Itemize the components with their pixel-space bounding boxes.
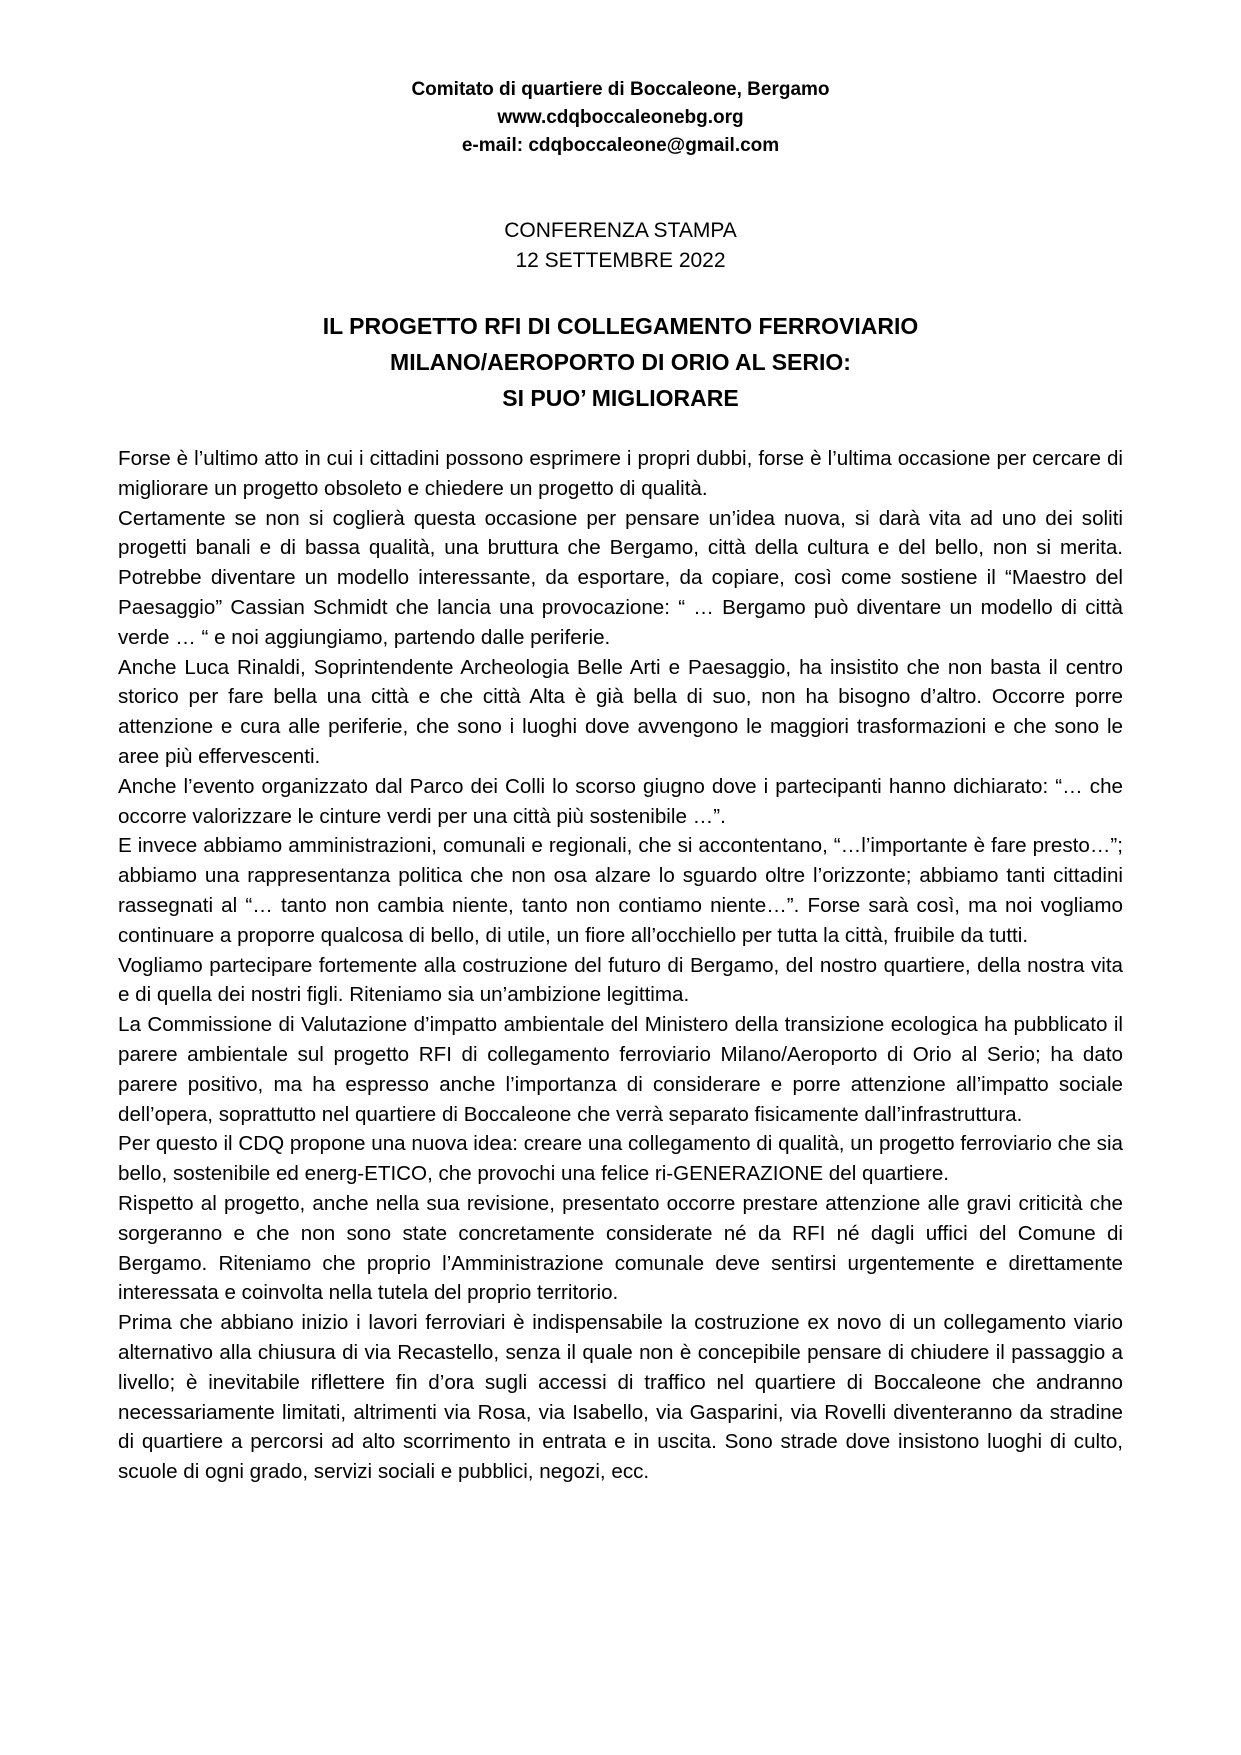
body-paragraph: Anche l’evento organizzato dal Parco dei Colli lo scorso giugno dove i partecipanti hanno dichiarato: “… che occorre valorizzare le cinture verdi per una città più sostenibile …”.	[118, 774, 1123, 828]
title-line-3: SI PUO’ MIGLIORARE	[502, 385, 739, 411]
body-paragraph: La Commissione di Valutazione d’impatto ambientale del Ministero della transizione ecologica ha pubblicato il parere ambientale sul progetto RFI di collegamento ferroviario Milano/Aeroporto di Orio al Serio; ha dato parere positivo, ma ha espresso anche l’importanza di considerare e porre attenzione all’impatto sociale dell’opera, soprattutto nel quartiere di Boccaleone che verrà separato fisicamente dall’infrastruttura.	[118, 1013, 1123, 1126]
document-title	[0, 308, 1241, 416]
body-paragraph: Vogliamo partecipare fortemente alla costruzione del futuro di Bergamo, del nostro quartiere, della nostra vita e di quella dei nostri figli. Riteniamo sia un’ambizione legittima.	[118, 953, 1123, 1007]
committee-name: Comitato di quartiere di Boccaleone, Bergamo	[411, 79, 830, 100]
body-paragraph: Anche Luca Rinaldi, Soprintendente Archeologia Belle Arti e Paesaggio, ha insistito che non basta il centro storico per fare bella una città e che città Alta è già bella di suo, non ha bisogno d’altro. Occorre porre attenzione e cura alle periferie, che sono i luoghi dove avvengono le maggiori trasformazioni e che sono le aree più effervescenti.	[118, 655, 1123, 768]
document-body	[118, 444, 1123, 1487]
committee-website: www.cdqboccaleonebg.org	[497, 107, 744, 128]
body-paragraph: Forse è l’ultimo atto in cui i cittadini possono esprimere i propri dubbi, forse è l’ultima occasione per cercare di migliorare un progetto obsoleto e chiedere un progetto di qualità.	[118, 447, 1123, 500]
body-paragraph: E invece abbiamo amministrazioni, comunali e regionali, che si accontentano, “…l’importante è fare presto…”; abbiamo una rappresentanza politica che non osa alzare lo sguardo oltre l’orizzonte; abbiamo tanti cittadini rassegnati al “… tanto non cambia niente, tanto non contiamo niente…”. Forse sarà così, ma noi vogliamo continuare a proporre qualcosa di bello, di utile, un fiore all’occhiello per tutta la città, fruibile da tutti.	[118, 834, 1123, 947]
title-line-1: IL PROGETTO RFI DI COLLEGAMENTO FERROVIARIO	[322, 313, 919, 339]
press-conference-date: 12 SETTEMBRE 2022	[515, 249, 726, 272]
body-paragraph: Certamente se non si coglierà questa occasione per pensare un’idea nuova, si darà vita ad uno dei soliti progetti banali e di bassa qualità, una bruttura che Bergamo, città della cultura e del bello, non si merita. Potrebbe diventare un modello interessante, da esportare, da copiare, così come sostiene il “Maestro del Paesaggio” Cassian Schmidt che lancia una provocazione: “ … Bergamo può diventare un modello di città verde … “ e noi aggiungiamo, partendo dalle periferie.	[118, 506, 1123, 649]
committee-header	[0, 76, 1241, 160]
body-paragraph: Per questo il CDQ propone una nuova idea: creare una collegamento di qualità, un progetto ferroviario che sia bello, sostenibile ed energ-ETICO, che provochi una felice ri-GENERAZIONE del quartiere.	[118, 1132, 1123, 1186]
title-line-2: MILANO/AEROPORTO DI ORIO AL SERIO:	[390, 349, 851, 375]
press-conference-label: CONFERENZA STAMPA	[504, 219, 737, 242]
body-paragraph: Prima che abbiano inizio i lavori ferroviari è indispensabile la costruzione ex novo di un collegamento viario alternativo alla chiusura di via Recastello, senza il quale non è concepibile pensare di chiudere il passaggio a livello; è inevitabile riflettere fin d’ora sugli accessi di traffico nel quartiere di Boccaleone che andranno necessariamente limitati, altrimenti via Rosa, via Isabello, via Gasparini, via Rovelli diventeranno da stradine di quartiere a percorsi ad alto scorrimento in entrata e in uscita. Sono strade dove insistono luoghi di culto, scuole di ogni grado, servizi sociali e pubblici, negozi, ecc.	[118, 1311, 1123, 1484]
press-conference-block	[0, 216, 1241, 276]
committee-email: e-mail: cdqboccaleone@gmail.com	[461, 135, 780, 156]
body-paragraph: Rispetto al progetto, anche nella sua revisione, presentato occorre prestare attenzione alle gravi criticità che sorgeranno e che non sono state concretamente considerate né da RFI né dagli uffici del Comune di Bergamo. Riteniamo che proprio l’Amministrazione comunale deve sentirsi urgentemente e direttamente interessata e coinvolta nella tutela del proprio territorio.	[118, 1191, 1123, 1305]
